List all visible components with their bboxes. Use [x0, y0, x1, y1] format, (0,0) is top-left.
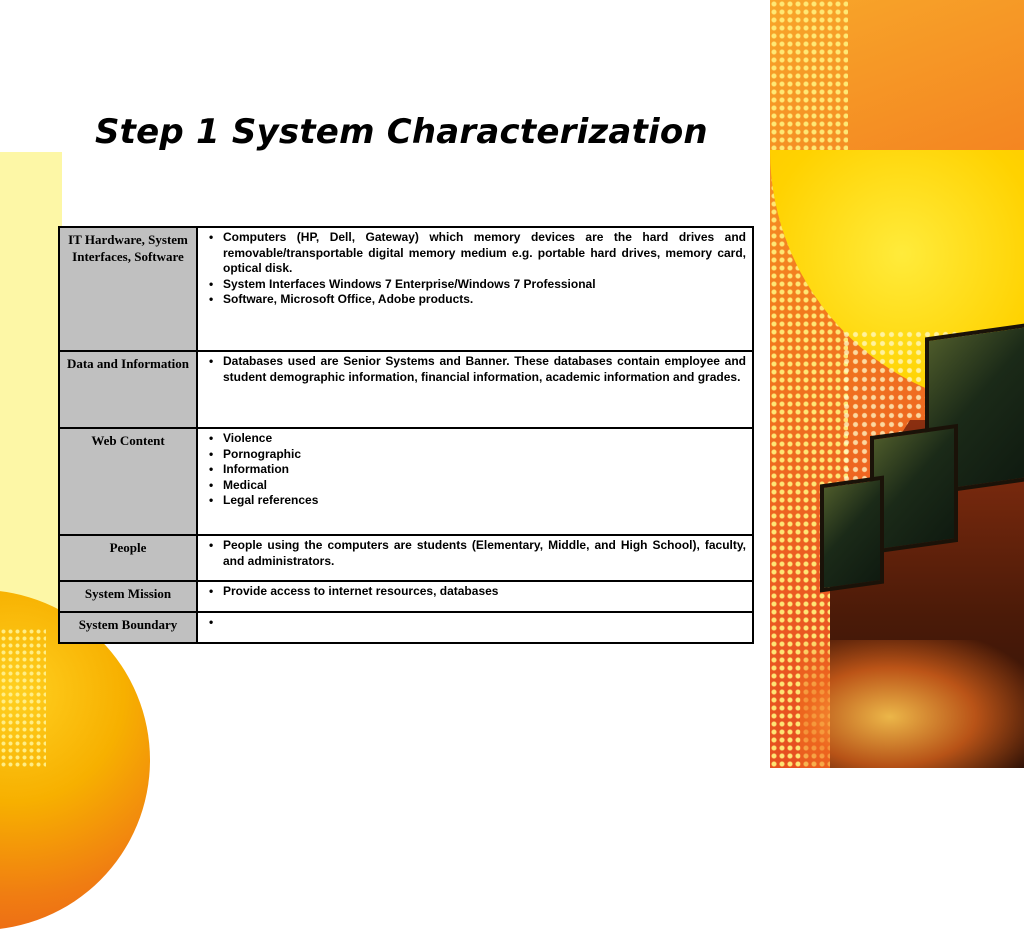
bullet-list [204, 431, 746, 509]
list-item: • Databases used are Senior Systems and Banner. These databases contain employee and student demographic information, financial information, academic information and grades. [204, 354, 746, 385]
table-row [59, 535, 753, 581]
row-label-system-boundary: System Boundary [59, 612, 197, 643]
list-item: • Legal references [204, 493, 746, 509]
slide-title: Step 1 System Characterization [95, 112, 708, 152]
row-label-it-hardware: IT Hardware, System Interfaces, Software [59, 227, 197, 351]
list-item: • Violence [204, 431, 746, 447]
table-row [59, 227, 753, 351]
bullet-list [204, 538, 746, 569]
row-content-system-boundary [197, 612, 753, 643]
list-item: • System Interfaces Windows 7 Enterprise/Windows 7 Professional [204, 277, 746, 293]
table-row [59, 581, 753, 612]
row-content-web-content [197, 428, 753, 535]
table-row [59, 428, 753, 535]
decorative-monitor-icon [820, 476, 884, 593]
list-item: • Pornographic [204, 447, 746, 463]
system-characterization-table [58, 226, 754, 644]
table-row [59, 351, 753, 428]
decorative-light-glow [800, 640, 1024, 768]
table-row [59, 612, 753, 643]
list-item [204, 615, 746, 631]
bullet-list [204, 584, 746, 600]
decorative-left-dot-pattern [0, 628, 46, 768]
list-item: • People using the computers are students (Elementary, Middle, and High School), faculty, and administrators. [204, 538, 746, 569]
bullet-list [204, 354, 746, 385]
list-item: • Medical [204, 478, 746, 494]
row-content-people [197, 535, 753, 581]
list-item: • Computers (HP, Dell, Gateway) which memory devices are the hard drives and removable/transportable digital memory medium e.g. portable hard drives, memory card, optical disk. [204, 230, 746, 277]
row-label-system-mission: System Mission [59, 581, 197, 612]
row-content-it-hardware [197, 227, 753, 351]
list-item: • Software, Microsoft Office, Adobe products. [204, 292, 746, 308]
list-item: • Provide access to internet resources, databases [204, 584, 746, 600]
bullet-list [204, 230, 746, 308]
decorative-right-panel [770, 0, 1024, 768]
row-label-data-and-information: Data and Information [59, 351, 197, 428]
bullet-list [204, 615, 746, 631]
row-label-web-content: Web Content [59, 428, 197, 535]
row-content-system-mission [197, 581, 753, 612]
row-label-people: People [59, 535, 197, 581]
list-item: • Information [204, 462, 746, 478]
row-content-data-and-information [197, 351, 753, 428]
